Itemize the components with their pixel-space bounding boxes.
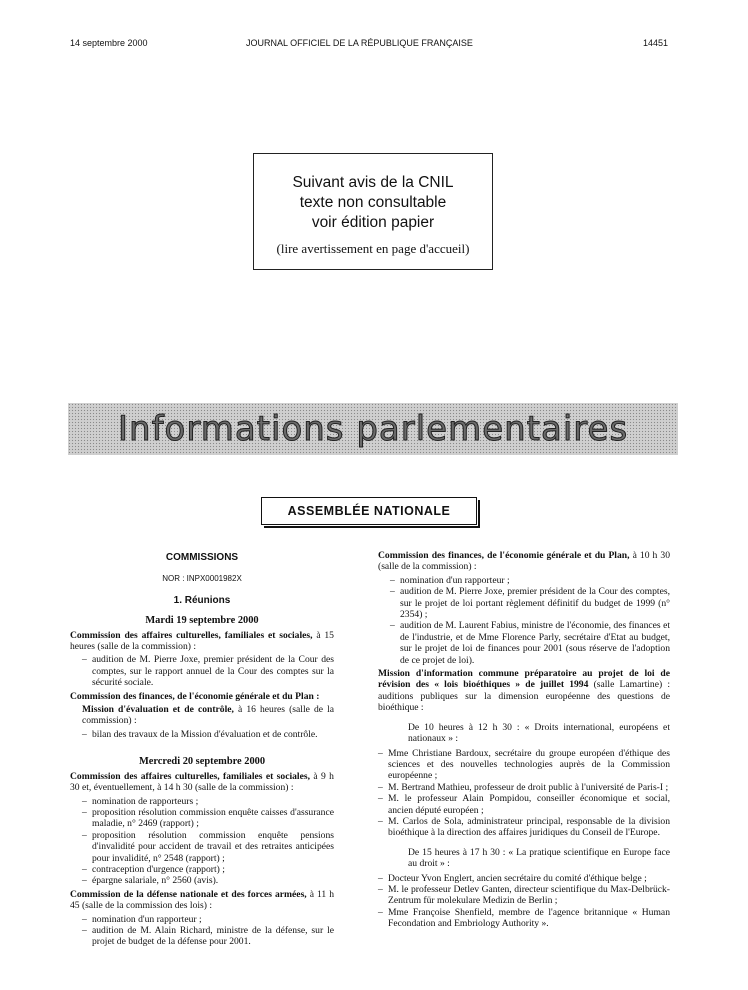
speaker-item: – Mme Christiane Bardoux, secrétaire du groupe européen d'éthique des sciences et des nouvelles technologies auprès de la Commission européenne ; [378, 748, 670, 782]
session-time-1: De 10 heures à 12 h 30 : « Droits international, européens et nationaux » : [408, 721, 670, 745]
speaker-item: – M. Bertrand Mathieu, professeur de droit public à l'université de Paris-I ; [378, 782, 670, 793]
commission-entry [70, 691, 334, 702]
agenda-item: – audition de M. Laurent Fabius, ministre de l'économie, des finances et de l'industrie, et de Mme Florence Parly, secrétaire d'Etat au budget, sur le projet de loi de finances pour 2001 (sous réserve de l'adoption de ce projet de loi). [390, 620, 670, 666]
agenda-list [70, 914, 334, 948]
header-journal-title: JOURNAL OFFICIEL DE LA RÉPUBLIQUE FRANÇAISE [246, 38, 473, 48]
mission-name: Mission d'information commune préparatoire au projet de loi de révision des « lois bioéthiques » de juillet 1994 [378, 668, 670, 691]
commission-time: à 10 h 30 (salle de la commission) : [378, 550, 670, 573]
speaker-item: – M. le professeur Detlev Ganten, directeur scientifique du Max-Delbrück-Zentrum für molekulare Medizin de Berlin ; [378, 884, 670, 907]
notice-line-1: Suivant avis de la CNIL [292, 174, 454, 191]
commission-name: Commission des affaires culturelles, familiales et sociales, [70, 770, 310, 782]
mission-entry [70, 704, 334, 727]
mission-time: à 16 heures (salle de la commission) : [82, 704, 334, 727]
header-date: 14 septembre 2000 [70, 38, 148, 48]
agenda-item: – nomination de rapporteurs ; [82, 796, 334, 807]
notice-line-4: (lire avertissement en page d'accueil) [276, 241, 470, 256]
speaker-list [378, 748, 670, 839]
mission-name: Mission d'évaluation et de contrôle, [82, 704, 234, 716]
nor-reference: NOR : INPX0001982X [162, 574, 242, 584]
commission-name: Commission des affaires culturelles, familiales et sociales, [70, 629, 313, 641]
day-heading-2: Mercredi 20 septembre 2000 [138, 756, 266, 768]
mission-entry [378, 668, 670, 714]
agenda-item: – bilan des travaux de la Mission d'évaluation et de contrôle. [82, 729, 334, 740]
commission-entry [378, 550, 670, 573]
notice-line-3: voir édition papier [311, 214, 435, 231]
notice-line-2: texte non consultable [299, 194, 447, 211]
reunions-heading: 1. Réunions [173, 594, 231, 606]
speaker-item: – Docteur Yvon Englert, ancien secrétaire du comité d'éthique belge ; [378, 873, 670, 884]
mission-details: (salle Lamartine) : auditions publiques sur la dimension européenne des questions de bioéthique : [378, 679, 670, 714]
left-column [70, 550, 334, 950]
agenda-item: – audition de M. Pierre Joxe, premier président de la Cour des comptes, sur le rapport annuel de la Cour des comptes sur la sécurité sociale. [82, 654, 334, 688]
commission-time: à 9 h 30 et, éventuellement, à 14 h 30 (salle de la commission) : [70, 770, 334, 794]
agenda-list [378, 575, 670, 666]
agenda-item: – audition de M. Pierre Joxe, premier président de la Cour des comptes, sur le projet de loi portant règlement définitif du budget de 1999 (n° 2354) ; [390, 586, 670, 620]
speaker-item: – M. le professeur Alain Pompidou, conseiller économique et social, ancien député européen ; [378, 793, 670, 816]
commission-name: Commission des finances, de l'économie générale et du Plan : [70, 690, 320, 702]
day-heading-1: Mardi 19 septembre 2000 [145, 615, 259, 627]
commission-entry [70, 771, 334, 794]
commission-entry [70, 630, 334, 653]
agenda-item: – nomination d'un rapporteur ; [82, 914, 334, 925]
commission-entry [70, 889, 334, 912]
right-column [378, 550, 670, 932]
cnil-notice-box [253, 153, 493, 270]
header-page-number: 14451 [643, 38, 669, 48]
commissions-heading: COMMISSIONS [165, 552, 239, 563]
commission-time: à 11 h 45 (salle de la commission des lois) : [70, 888, 334, 912]
speaker-list [378, 873, 670, 930]
commission-time: à 15 heures (salle de la commission) : [70, 629, 334, 653]
agenda-item: – contraception d'urgence (rapport) ; [82, 864, 334, 875]
agenda-item: – proposition résolution commission enquête pensions d'invalidité pour accident de travail et des retraites anticipées pour invalidité, n° 2548 (rapport) ; [82, 830, 334, 864]
speaker-item: – M. Carlos de Sola, administrateur principal, responsable de la division bioéthique à la direction des affaires juridiques du Conseil de l'Europe. [378, 816, 670, 839]
agenda-list [70, 796, 334, 887]
agenda-item: – nomination d'un rapporteur ; [390, 575, 670, 586]
agenda-list [70, 729, 334, 740]
section-title: Informations parlementaires [118, 409, 629, 449]
agenda-item: – proposition résolution commission enquête caisses d'assurance maladie, n° 2469 (rapport) ; [82, 807, 334, 830]
agenda-item: – audition de M. Alain Richard, ministre de la défense, sur le projet de budget de la défense pour 2001. [82, 925, 334, 948]
chamber-label: ASSEMBLÉE NATIONALE [261, 497, 477, 525]
commission-name: Commission des finances, de l'économie générale et du Plan, [378, 550, 630, 561]
speaker-item: – Mme Françoise Shenfield, membre de l'agence britannique « Human Fecondation and Embriology Authority ». [378, 907, 670, 930]
agenda-item: – épargne salariale, n° 2560 (avis). [82, 875, 334, 886]
commission-name: Commission de la défense nationale et des forces armées, [70, 888, 307, 900]
session-time-2: De 15 heures à 17 h 30 : « La pratique scientifique en Europe face au droit » : [408, 846, 670, 870]
agenda-list [70, 654, 334, 688]
